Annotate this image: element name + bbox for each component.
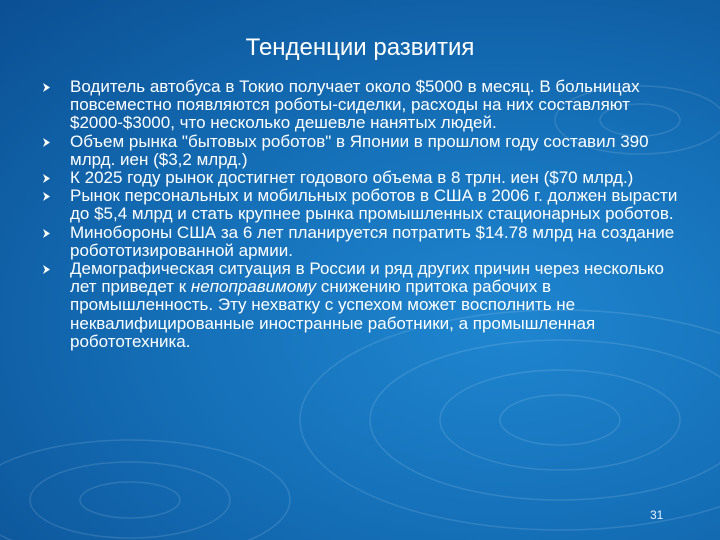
arrow-bullet-icon [42, 192, 51, 201]
bullet-item [0, 260, 720, 351]
bullet-text-before: Демографическая ситуация в России и ряд других причин через несколько лет приведет к [70, 259, 664, 297]
arrow-bullet-icon [42, 83, 51, 92]
bullet-item [0, 133, 720, 169]
bullet-item [0, 224, 720, 260]
page-number: 31 [650, 508, 664, 522]
arrow-bullet-icon [42, 265, 51, 274]
bullet-text-after: снижению притока рабочих в промышленность. Эту нехватку с успехом может восполнить не неквалифицированные иностранные работники, а промышленная робототехника. [70, 277, 596, 351]
bullet-list [0, 78, 720, 351]
bullet-item [0, 169, 720, 187]
bullet-item [0, 78, 720, 133]
arrow-bullet-icon [42, 229, 51, 238]
arrow-bullet-icon [42, 174, 51, 183]
bullet-text: Минобороны США за 6 лет планируется потратить $14.78 млрд на создание робототизированной армии. [70, 222, 675, 260]
bullet-text-emphasis: непоправимому [190, 277, 317, 297]
arrow-bullet-icon [42, 138, 51, 147]
bullet-text: Водитель автобуса в Токио получает около $5000 в месяц. В больницах повсеместно появляются роботы-сиделки, расходы на них составляют $2000-$3000, что несколько дешевле нанятых людей. [70, 77, 640, 133]
slide-title: Тенденции развития [245, 34, 475, 61]
bullet-text: Рынок персональных и мобильных роботов в США в 2006 г. должен вырасти до $5,4 млрд и стать крупнее рынка промышленных стационарных роботов. [70, 186, 678, 224]
bullet-text: Объем рынка "бытовых роботов" в Японии в прошлом году составил 390 млрд. иен ($3,2 млрд.) [70, 131, 649, 169]
bullet-item [0, 187, 720, 223]
bullet-text: К 2025 году рынок достигнет годового объема в 8 трлн. иен ($70 млрд.) [70, 168, 634, 188]
